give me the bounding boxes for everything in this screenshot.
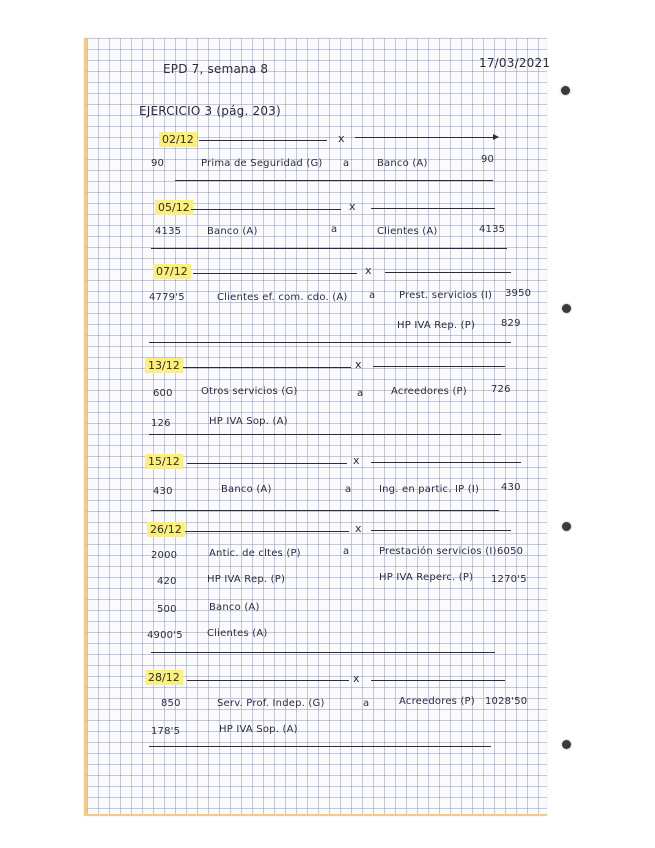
entry-5-credit-amount: 430 xyxy=(501,482,521,493)
entry-3-credit: Prest. servicios (I) xyxy=(399,290,493,301)
entry-date-2: 05/12 xyxy=(155,200,193,215)
entry-3-credit-amount: 3950 xyxy=(505,288,532,299)
entry-6-amount-3: 500 xyxy=(157,604,177,615)
binder-hole xyxy=(562,522,571,531)
entry-end-line xyxy=(149,342,511,343)
entry-6-credit-amount-2: 1270'5 xyxy=(491,574,527,585)
entry-2-debit: Banco (A) xyxy=(207,226,258,237)
entry-6-credit-amount: 6050 xyxy=(497,546,524,557)
entry-6-amount: 2000 xyxy=(151,550,178,561)
entry-end-line xyxy=(175,180,493,181)
entry-3-credit-2: HP IVA Rep. (P) xyxy=(397,320,476,331)
separator-line xyxy=(385,272,511,273)
entry-end-line xyxy=(151,248,507,249)
entry-end-line xyxy=(151,510,499,511)
binder-hole xyxy=(561,86,570,95)
entry-2-credit-amount: 4135 xyxy=(479,224,506,235)
separator-x: x xyxy=(353,672,360,685)
entry-5-credit: Ing. en partic. IP (I) xyxy=(379,484,480,495)
entry-7-credit: Acreedores (P) xyxy=(399,696,475,707)
entry-5-link: a xyxy=(345,484,352,495)
separator-line xyxy=(191,209,341,210)
entry-date-5: 15/12 xyxy=(145,454,183,469)
separator-line xyxy=(185,531,349,532)
entry-6-link: a xyxy=(343,546,350,557)
entry-6-debit-2: HP IVA Rep. (P) xyxy=(207,574,286,585)
entry-5-amount: 430 xyxy=(153,486,173,497)
separator-x: x xyxy=(355,522,362,535)
entry-4-debit-2: HP IVA Sop. (A) xyxy=(209,416,288,427)
separator-line xyxy=(199,140,327,141)
entry-2-amount: 4135 xyxy=(155,226,182,237)
entry-1-link: a xyxy=(343,158,350,169)
entry-4-link: a xyxy=(357,388,364,399)
separator-line xyxy=(187,463,347,464)
exercise-title: EJERCICIO 3 (pág. 203) xyxy=(139,104,281,118)
separator-line xyxy=(371,530,511,531)
separator-line xyxy=(371,462,521,463)
entry-3-debit: Clientes ef. com. cdo. (A) xyxy=(217,292,348,303)
entry-6-credit-2: HP IVA Reperc. (P) xyxy=(379,572,474,583)
entry-4-credit-amount: 726 xyxy=(491,384,511,395)
entry-7-amount: 850 xyxy=(161,698,181,709)
entry-6-debit-3: Banco (A) xyxy=(209,602,260,613)
entry-6-debit: Antic. de cltes (P) xyxy=(209,548,301,559)
entry-6-amount-4: 4900'5 xyxy=(147,630,183,641)
entry-4-amount: 600 xyxy=(153,388,173,399)
entry-date-3: 07/12 xyxy=(153,264,191,279)
entry-date-1: 02/12 xyxy=(159,132,197,147)
entry-date-6: 26/12 xyxy=(147,522,185,537)
entry-end-line xyxy=(151,652,495,653)
separator-x: x xyxy=(365,264,372,277)
entry-7-amount-2: 178'5 xyxy=(151,726,181,737)
separator-line xyxy=(183,367,351,368)
entry-7-link: a xyxy=(363,698,370,709)
separator-line xyxy=(193,273,357,274)
separator-x: x xyxy=(355,358,362,371)
entry-6-amount-2: 420 xyxy=(157,576,177,587)
separator-line xyxy=(371,680,505,681)
separator-line xyxy=(373,366,505,367)
entry-date-7: 28/12 xyxy=(145,670,183,685)
page-title: EPD 7, semana 8 xyxy=(163,62,269,76)
entry-4-amount-2: 126 xyxy=(151,418,171,429)
entry-2-link: a xyxy=(331,224,338,235)
entry-3-link: a xyxy=(369,290,376,301)
entry-1-debit: Prima de Seguridad (G) xyxy=(201,158,323,169)
separator-line xyxy=(371,208,495,209)
entry-6-debit-4: Clientes (A) xyxy=(207,628,268,639)
entry-4-credit: Acreedores (P) xyxy=(391,386,467,397)
entry-end-line xyxy=(149,434,501,435)
entry-7-credit-amount: 1028'50 xyxy=(485,696,528,707)
separator-line xyxy=(187,680,349,681)
separator-x: x xyxy=(349,200,356,213)
entry-1-credit-amount: 90 xyxy=(481,154,495,165)
entry-3-credit-amount-2: 829 xyxy=(501,318,521,329)
separator-x: x xyxy=(338,132,345,145)
entry-1-amount: 90 xyxy=(151,158,165,169)
entry-3-amount: 4779'5 xyxy=(149,292,185,303)
entry-end-line xyxy=(149,746,491,747)
entry-date-4: 13/12 xyxy=(145,358,183,373)
binder-hole xyxy=(562,304,571,313)
entry-5-debit: Banco (A) xyxy=(221,484,272,495)
notebook-page xyxy=(84,38,551,816)
separator-x: x xyxy=(353,454,360,467)
binder-hole xyxy=(562,740,571,749)
entry-7-debit-2: HP IVA Sop. (A) xyxy=(219,724,298,735)
entry-6-credit: Prestación servicios (I) xyxy=(379,546,497,557)
entry-7-debit: Serv. Prof. Indep. (G) xyxy=(217,698,325,709)
entry-1-credit: Banco (A) xyxy=(377,158,428,169)
entry-2-credit: Clientes (A) xyxy=(377,226,438,237)
entry-4-debit: Otros servicios (G) xyxy=(201,386,298,397)
separator-arrow xyxy=(355,137,497,138)
page-date: 17/03/2021 xyxy=(479,56,551,70)
